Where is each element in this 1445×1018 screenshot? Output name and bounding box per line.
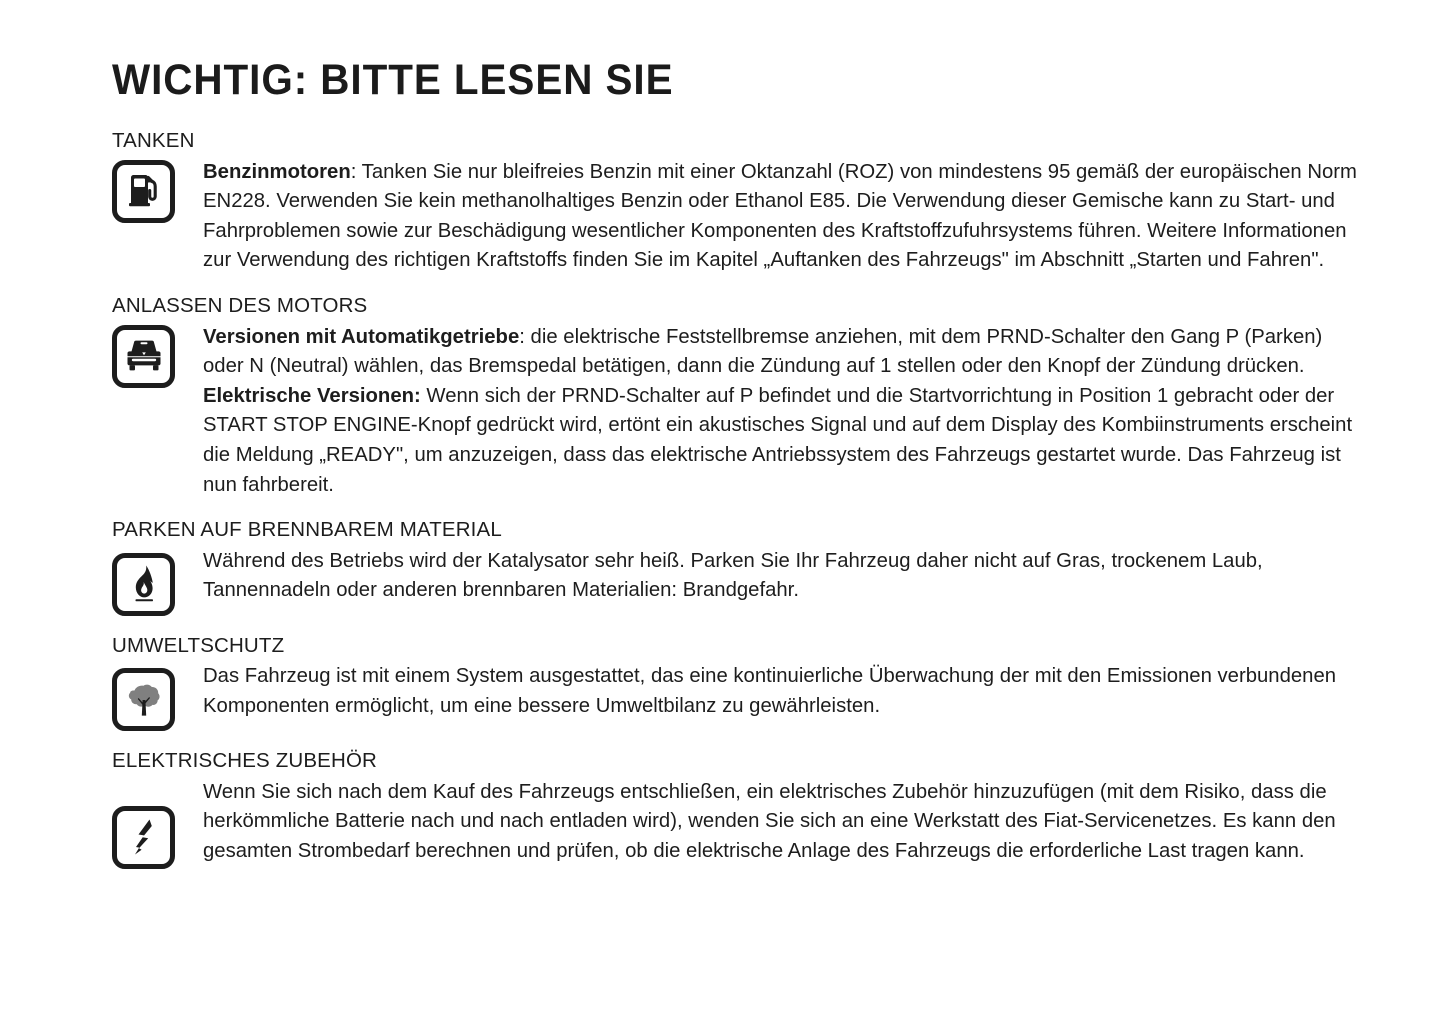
- car-front-icon-badge: [112, 325, 175, 388]
- section-heading-elektro: ELEKTRISCHES ZUBEHÖR: [112, 749, 377, 773]
- icon-column: [112, 323, 203, 388]
- body-text-tanken: Tanken Sie nur bleifreies Benzin mit einer Oktanzahl (ROZ) von mindestens 95 gemäß der europäischen Norm EN228. Verwenden Sie kein methanolhaltiges Benzin oder Ethanol E85. Die Verwendung dieser Gemische kann zu Start- und Fahrproblemen sowie zur Beschädigung wesentlicher Komponenten des Kraftstoffzufuhrsystems führen. Weitere Informationen zur Verwendung des richtigen Kraftstoffs finden Sie im Kapitel „Auftanken des Fahrzeugs" im Abschnitt „Starten und Fahren".: [203, 160, 1357, 272]
- lead-benzinmotoren: Benzinmotoren: [203, 160, 351, 183]
- section-elektro: [112, 749, 1361, 869]
- lightning-bolt-icon: [127, 817, 161, 857]
- lightning-bolt-icon-badge: [112, 806, 175, 869]
- icon-column: [112, 662, 203, 731]
- section-tanken: [112, 129, 1361, 276]
- body-text-elektro: Wenn Sie sich nach dem Kauf des Fahrzeugs entschließen, ein elektrisches Zubehör hinzuzufügen (mit dem Risiko, dass die herkömmliche Batterie nach und nach entladen wird), wenden Sie sich an eine Werkstatt des Fiat-Servicenetzes. Es kann den gesamten Strombedarf berechnen und prüfen, ob die elektrische Anlage des Fahrzeugs die erforderliche Last tragen kann.: [203, 780, 1336, 863]
- section-heading-umwelt: UMWELTSCHUTZ: [112, 633, 285, 657]
- section-heading-tanken: TANKEN: [112, 129, 195, 153]
- section-anlassen: [112, 294, 1361, 500]
- body-text-parken: Während des Betriebs wird der Katalysator sehr heiß. Parken Sie Ihr Fahrzeug daher nicht auf Gras, trockenem Laub, Tannennadeln oder anderen brennbaren Materialien: Brandgefahr.: [203, 549, 1263, 602]
- icon-column: [112, 158, 203, 223]
- section-text-tanken: [203, 158, 1361, 276]
- lead-versionen-automatik: Versionen mit Automatikgetriebe: [203, 325, 520, 348]
- section-heading-parken: PARKEN AUF BRENNBAREM MATERIAL: [112, 518, 502, 542]
- section-text-elektro: [203, 778, 1361, 867]
- icon-column: [112, 547, 203, 616]
- section-text-umwelt: [203, 662, 1361, 721]
- icon-column: [112, 778, 203, 869]
- fuel-pump-icon: [125, 172, 163, 210]
- flame-icon-badge: [112, 553, 175, 616]
- body-text-anlassen: die elektrische Feststellbremse anziehen, mit dem PRND-Schalter den Gang P (Parken) oder N (Neutral) wählen, das Bremspedal betätigen, dann die Zündung auf 1 stellen oder den Knopf der Zündung drücken.: [203, 325, 1323, 378]
- page-title: WICHTIG: BITTE LESEN SIE: [112, 56, 674, 104]
- fuel-pump-icon-badge: [112, 160, 175, 223]
- section-heading-anlassen: ANLASSEN DES MOTORS: [112, 294, 368, 318]
- car-front-icon: [123, 339, 165, 373]
- lead-separator: :: [519, 325, 531, 348]
- flame-icon: [127, 564, 161, 604]
- lead-elektrische-versionen: Elektrische Versionen:: [203, 384, 421, 407]
- section-umwelt: [112, 634, 1361, 732]
- section-text-anlassen: [203, 323, 1361, 501]
- lead-separator: :: [350, 160, 362, 183]
- body-text-anlassen-2: Wenn sich der PRND-Schalter auf P befindet und die Startvorrichtung in Position 1 gebracht oder der START STOP ENGINE-Knopf gedrückt wird, ertönt ein akustisches Signal und auf dem Display des Kombiinstruments erscheint die Meldung „READY", um anzuzeigen, dass das elektrische Antriebssystem des Fahrzeugs gestartet wurde. Das Fahrzeug ist nun fahrbereit.: [203, 384, 1353, 496]
- section-text-parken: [203, 547, 1361, 606]
- body-text-umwelt: Das Fahrzeug ist mit einem System ausgestattet, das eine kontinuierliche Überwachung der mit den Emissionen verbundenen Komponenten ermöglicht, um eine bessere Umweltbilanz zu gewährleisten.: [203, 665, 1337, 717]
- section-parken: [112, 518, 1361, 616]
- tree-icon: [124, 680, 164, 720]
- tree-icon-badge: [112, 668, 175, 731]
